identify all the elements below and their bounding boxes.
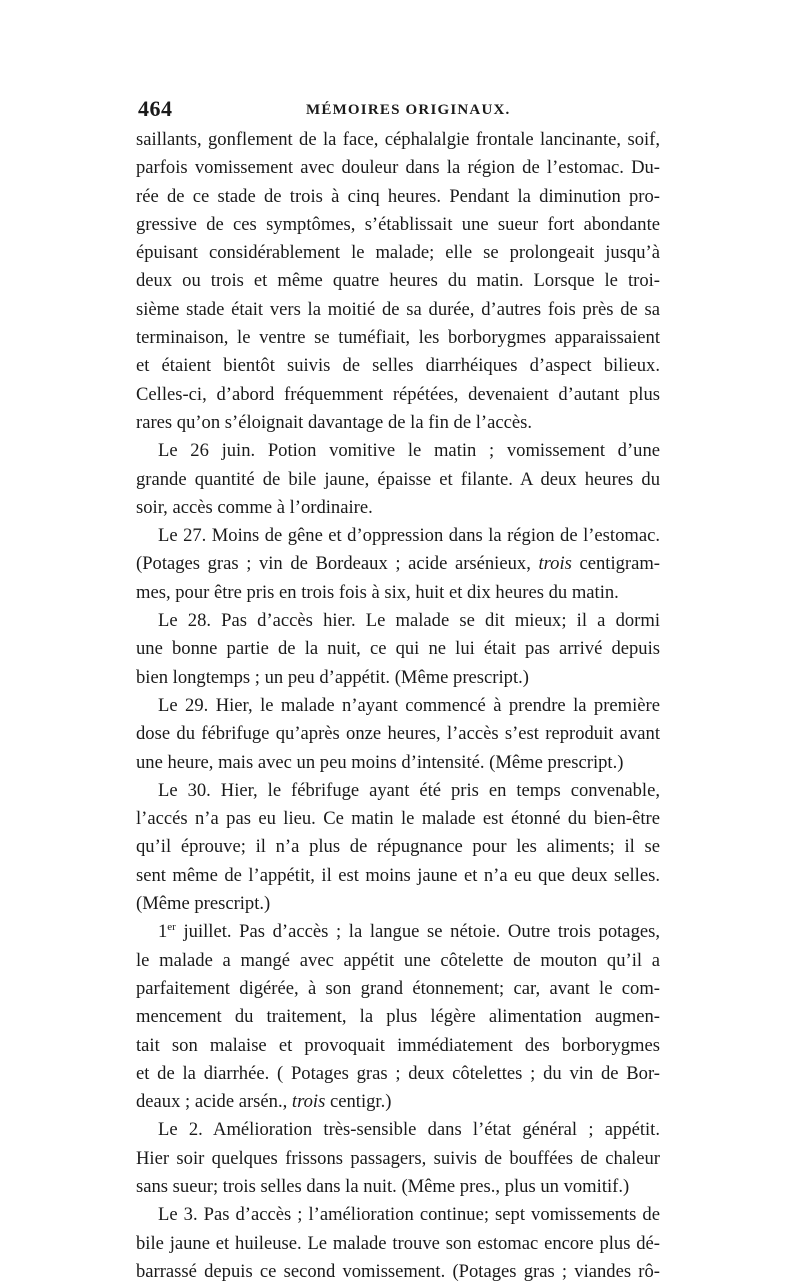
text-segment: deaux ; acide arsén., bbox=[136, 1091, 292, 1113]
page-number: 464 bbox=[138, 96, 173, 121]
text-line: bile jaune et huileuse. Le malade trouve son estomac encore plus dé- bbox=[136, 1232, 660, 1254]
text-line: Le 27. Moins de gêne et d’oppression dans la région de l’estomac. bbox=[158, 525, 660, 547]
page-header bbox=[138, 96, 658, 126]
text-line: (Même prescript.) bbox=[136, 893, 271, 915]
superscript: er bbox=[167, 921, 176, 934]
text-line: saillants, gonflement de la face, céphalalgie frontale lancinante, soif, bbox=[136, 129, 660, 150]
text-line: barrassé depuis ce second vomissement. (Potages gras ; viandes rô- bbox=[136, 1260, 660, 1282]
text-line: une bonne partie de la nuit, ce qui ne lui était pas arrivé depuis bbox=[136, 638, 660, 660]
text-line: le malade a mangé avec appétit une côtelette de mouton qu’il a bbox=[136, 949, 660, 971]
text-segment: centigr.) bbox=[325, 1091, 392, 1113]
text-line: soir, accès comme à l’ordinaire. bbox=[136, 496, 373, 518]
text-segment: 1 bbox=[158, 921, 168, 943]
text-line: rée de ce stade de trois à cinq heures. Pendant la diminution pro- bbox=[136, 185, 660, 207]
text-line: gressive de ces symptômes, s’établissait une sueur fort abondante bbox=[136, 213, 660, 235]
text-line bbox=[136, 1088, 660, 1116]
text-segment: centigram- bbox=[571, 553, 661, 575]
text-line: et étaient bientôt suivis de selles diarrhéiques d’aspect bilieux. bbox=[136, 355, 660, 377]
text-line: parfaitement digérée, à son grand étonnement; car, avant le com- bbox=[136, 977, 660, 999]
text-line: mencement du traitement, la plus légère alimentation augmen- bbox=[136, 1006, 660, 1028]
text-line: grande quantité de bile jaune, épaisse et filante. A deux heures du bbox=[136, 468, 660, 490]
text-line: Le 29. Hier, le malade n’ayant commencé à prendre la première bbox=[158, 694, 660, 716]
text-line: Hier soir quelques frissons passagers, suivis de bouffées de chaleur bbox=[136, 1147, 660, 1169]
text-line: Le 28. Pas d’accès hier. Le malade se dit mieux; il a dormi bbox=[158, 610, 660, 632]
text-line: rares qu’on s’éloignait davantage de la fin de l’accès. bbox=[136, 411, 532, 433]
text-line: Le 30. Hier, le fébrifuge ayant été pris en temps convenable, bbox=[158, 779, 660, 801]
italic-word: trois bbox=[291, 1091, 326, 1113]
text-line: mes, pour être pris en trois fois à six, huit et dix heures du matin. bbox=[136, 581, 619, 603]
text-segment: juillet. Pas d’accès ; la langue se nétoie. Outre trois potages, bbox=[175, 921, 660, 943]
text-segment: (Potages gras ; vin de Bordeaux ; acide arsénieux, bbox=[136, 553, 539, 575]
text-line: Celles-ci, d’abord fréquemment répétées, devenaient d’autant plus bbox=[136, 383, 660, 405]
text-line: et de la diarrhée. ( Potages gras ; deux côtelettes ; du vin de Bor- bbox=[136, 1062, 660, 1084]
text-line: deux ou trois et même quatre heures du matin. Lorsque le troi- bbox=[136, 270, 660, 292]
text-line: dose du fébrifuge qu’après onze heures, l’accès s’est reproduit avant bbox=[136, 723, 660, 745]
text-line: sième stade était vers la moitié de sa durée, d’autres fois près de sa bbox=[136, 298, 660, 320]
text-line: parfois vomissement avec douleur dans la région de l’estomac. Du- bbox=[136, 157, 660, 179]
text-line: épuisant considérablement le malade; elle se prolongeait jusqu’à bbox=[136, 242, 660, 264]
text-line: une heure, mais avec un peu moins d’intensité. (Même prescript.) bbox=[136, 751, 624, 773]
text-line bbox=[136, 550, 660, 578]
text-line: sans sueur; trois selles dans la nuit. (Même pres., plus un vomitif.) bbox=[136, 1175, 630, 1197]
text-line: Le 2. Amélioration très-sensible dans l’état général ; appétit. bbox=[158, 1119, 660, 1141]
text-line: Le 3. Pas d’accès ; l’amélioration continue; sept vomissements de bbox=[158, 1204, 660, 1226]
text-line bbox=[136, 918, 660, 946]
text-line: l’accés n’a pas eu lieu. Ce matin le malade est étonné du bien-être bbox=[136, 808, 660, 830]
text-line: bien longtemps ; un peu d’appétit. (Même prescript.) bbox=[136, 666, 529, 688]
italic-word: trois bbox=[538, 553, 572, 575]
running-title: MÉMOIRES ORIGINAUX. bbox=[306, 102, 511, 118]
body-text bbox=[136, 126, 660, 1286]
text-line: qu’il éprouve; il n’a plus de répugnance pour les aliments; il se bbox=[136, 836, 660, 858]
text-line: Le 26 juin. Potion vomitive le matin ; vomissement d’une bbox=[158, 440, 660, 462]
text-line: tait son malaise et provoquait immédiatement des borborygmes bbox=[136, 1034, 660, 1056]
text-line: terminaison, le ventre se tuméfiait, les borborygmes apparaissaient bbox=[136, 327, 660, 349]
text-line: sent même de l’appétit, il est moins jaune et n’a eu que deux selles. bbox=[136, 864, 660, 886]
